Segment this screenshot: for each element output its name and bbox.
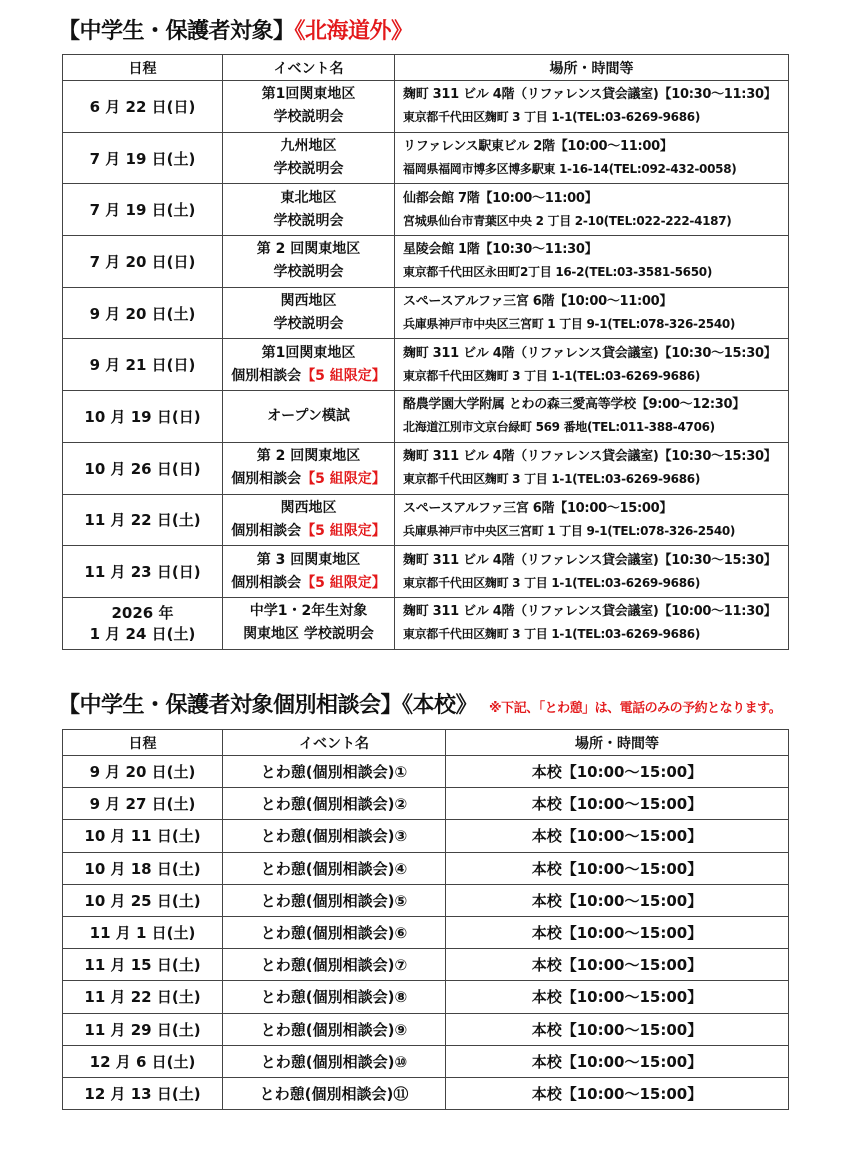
consultation-place: 本校【10:00～15:00】 — [446, 949, 789, 981]
event-name — [223, 391, 395, 443]
event-date-line1: 7 月 19 日(土) — [89, 149, 196, 168]
event-date — [63, 597, 223, 649]
event-date — [63, 236, 223, 288]
table-row — [63, 81, 789, 133]
consultation-place: 本校【10:00～15:00】 — [446, 820, 789, 852]
event-name-line2: 個別相談会 — [231, 522, 302, 539]
consultation-event: とわ憩(個別相談会)⑦ — [223, 949, 446, 981]
table-row — [63, 391, 789, 443]
event-name — [223, 287, 395, 339]
event-date-line2: 1 月 24 日(土) — [89, 625, 196, 644]
event-name-line2: 学校説明会 — [273, 212, 344, 229]
event-name-line1: 関西地区 — [280, 293, 337, 310]
venue-time: 麹町 311 ビル 4階（リファレンス貸会議室)【10:30～15:30】 — [403, 345, 777, 361]
event-date — [63, 442, 223, 494]
event-name-line2: 学校説明会 — [273, 316, 344, 333]
event-date-line1: 9 月 20 日(土) — [89, 304, 196, 323]
event-place — [395, 442, 789, 494]
consultation-event: とわ憩(個別相談会)⑩ — [223, 1045, 446, 1077]
event-name-line2: 個別相談会 — [231, 367, 302, 384]
header-place: 場所・時間等 — [446, 730, 789, 756]
event-place — [395, 391, 789, 443]
header-date: 日程 — [63, 730, 223, 756]
table-row — [63, 949, 789, 981]
consultation-event: とわ憩(個別相談会)⑧ — [223, 981, 446, 1013]
consultation-place: 本校【10:00～15:00】 — [446, 916, 789, 948]
table-row — [63, 1013, 789, 1045]
event-name-line1: 関西地区 — [280, 499, 337, 516]
event-name — [223, 236, 395, 288]
venue-time: 仙都会館 7階【10:00～11:00】 — [403, 190, 598, 206]
table-row — [63, 788, 789, 820]
venue-time: リファレンス駅東ビル 2階【10:00～11:00】 — [403, 139, 673, 155]
venue-time: 星陵会館 1階【10:30～11:30】 — [403, 242, 598, 258]
event-name-line1: 九州地区 — [280, 138, 337, 155]
section1-title-main: 【中学生・保護者対象】 — [58, 19, 295, 44]
limited-capacity-label: 【5 組限定】 — [301, 522, 386, 539]
consultation-place: 本校【10:00～15:00】 — [446, 788, 789, 820]
table-row — [63, 597, 789, 649]
venue-address: 東京都千代田区麹町 3 丁目 1-1(TEL:03-6269-9686) — [403, 627, 701, 642]
event-place — [395, 184, 789, 236]
event-name-line1: 第1回関東地区 — [261, 86, 356, 103]
event-date-line1: 10 月 26 日(日) — [84, 459, 201, 478]
table-row — [63, 820, 789, 852]
header-place: 場所・時間等 — [395, 55, 789, 81]
outside-hokkaido-schedule-table — [62, 54, 789, 650]
section2-title — [58, 688, 781, 719]
event-name-line2: 学校説明会 — [273, 161, 344, 178]
consultation-place: 本校【10:00～15:00】 — [446, 852, 789, 884]
consultation-date: 10 月 25 日(土) — [63, 884, 223, 916]
consultation-place: 本校【10:00～15:00】 — [446, 1013, 789, 1045]
consultation-event: とわ憩(個別相談会)⑥ — [223, 916, 446, 948]
event-date — [63, 184, 223, 236]
consultation-date: 11 月 1 日(土) — [63, 916, 223, 948]
event-date — [63, 494, 223, 546]
consultation-event: とわ憩(個別相談会)⑪ — [223, 1077, 446, 1109]
event-date — [63, 391, 223, 443]
event-place — [395, 287, 789, 339]
event-place — [395, 81, 789, 133]
event-date-line1: 6 月 22 日(日) — [89, 97, 196, 116]
consultation-place: 本校【10:00～15:00】 — [446, 1077, 789, 1109]
section2-title-main: 【中学生・保護者対象個別相談会】《本校》 — [58, 693, 478, 718]
event-date — [63, 132, 223, 184]
consultation-place: 本校【10:00～15:00】 — [446, 884, 789, 916]
event-name-line1: 第 2 回関東地区 — [256, 241, 361, 258]
event-place — [395, 236, 789, 288]
table-row — [63, 287, 789, 339]
venue-address: 兵庫県神戸市中央区三宮町 1 丁目 9-1(TEL:078-326-2540) — [403, 523, 736, 538]
consultation-date: 9 月 20 日(土) — [63, 756, 223, 788]
limited-capacity-label: 【5 組限定】 — [301, 574, 386, 591]
venue-time: スペースアルファ三宮 6階【10:00～11:00】 — [403, 294, 673, 310]
event-name-line1: 第 3 回関東地区 — [256, 551, 361, 568]
event-name-line2: 関東地区 学校説明会 — [243, 626, 374, 643]
table-row — [63, 1045, 789, 1077]
venue-address: 東京都千代田区麹町 3 丁目 1-1(TEL:03-6269-9686) — [403, 472, 701, 487]
venue-address: 北海道江別市文京台緑町 569 番地(TEL:011-388-4706) — [403, 420, 715, 435]
venue-time: 酪農学園大学附属 とわの森三愛高等学校【9:00～12:30】 — [403, 397, 745, 413]
event-date-line1: 11 月 22 日(土) — [84, 511, 201, 530]
event-name-line1: 東北地区 — [280, 189, 337, 206]
event-name-line2: 個別相談会 — [231, 574, 302, 591]
event-name-line2: 学校説明会 — [273, 109, 344, 126]
venue-address: 東京都千代田区麹町 3 丁目 1-1(TEL:03-6269-9686) — [403, 110, 701, 125]
event-date — [63, 339, 223, 391]
table-row — [63, 981, 789, 1013]
event-name — [223, 442, 395, 494]
event-date-line1: 10 月 19 日(日) — [84, 407, 201, 426]
venue-time: 麹町 311 ビル 4階（リファレンス貸会議室)【10:30～11:30】 — [403, 87, 777, 103]
consultation-date: 11 月 15 日(土) — [63, 949, 223, 981]
venue-address: 兵庫県神戸市中央区三宮町 1 丁目 9-1(TEL:078-326-2540) — [403, 317, 736, 332]
consultation-event: とわ憩(個別相談会)⑤ — [223, 884, 446, 916]
header-event: イベント名 — [223, 730, 446, 756]
header-event: イベント名 — [223, 55, 395, 81]
table-row — [63, 132, 789, 184]
limited-capacity-label: 【5 組限定】 — [301, 471, 386, 488]
venue-time: 麹町 311 ビル 4階（リファレンス貸会議室)【10:00～11:30】 — [403, 604, 777, 620]
event-date-line1: 7 月 20 日(日) — [89, 252, 196, 271]
consultation-place: 本校【10:00～15:00】 — [446, 756, 789, 788]
event-name-line1: 第1回関東地区 — [261, 344, 356, 361]
event-place — [395, 597, 789, 649]
table-row — [63, 236, 789, 288]
event-place — [395, 494, 789, 546]
event-date-line1: 2026 年 — [111, 604, 174, 623]
table-row — [63, 916, 789, 948]
event-place — [395, 132, 789, 184]
consultation-event: とわ憩(個別相談会)① — [223, 756, 446, 788]
venue-address: 東京都千代田区永田町2丁目 16-2(TEL:03-3581-5650) — [403, 265, 713, 280]
event-name — [223, 546, 395, 598]
consultation-event: とわ憩(個別相談会)② — [223, 788, 446, 820]
table-row — [63, 852, 789, 884]
table-row — [63, 756, 789, 788]
event-name — [223, 339, 395, 391]
event-name-line2: 学校説明会 — [273, 264, 344, 281]
table-row — [63, 884, 789, 916]
table-row — [63, 494, 789, 546]
consultation-place: 本校【10:00～15:00】 — [446, 981, 789, 1013]
consultation-date: 10 月 11 日(土) — [63, 820, 223, 852]
venue-address: 福岡県福岡市博多区博多駅東 1-16-14(TEL:092-432-0058) — [403, 162, 737, 177]
phone-reservation-note: ※下記、「とわ憩」は、電話のみの予約となります。 — [489, 701, 782, 716]
table-header-row — [63, 55, 789, 81]
event-name-line1: 第 2 回関東地区 — [256, 448, 361, 465]
consultation-event: とわ憩(個別相談会)④ — [223, 852, 446, 884]
event-date — [63, 546, 223, 598]
header-date: 日程 — [63, 55, 223, 81]
consultation-event: とわ憩(個別相談会)⑨ — [223, 1013, 446, 1045]
main-campus-consultation-table — [62, 729, 789, 1110]
event-name — [223, 494, 395, 546]
venue-time: スペースアルファ三宮 6階【10:00～15:00】 — [403, 500, 673, 516]
consultation-date: 11 月 29 日(土) — [63, 1013, 223, 1045]
event-name — [223, 132, 395, 184]
event-place — [395, 339, 789, 391]
venue-time: 麹町 311 ビル 4階（リファレンス貸会議室)【10:30～15:30】 — [403, 552, 777, 568]
event-date — [63, 81, 223, 133]
event-place — [395, 546, 789, 598]
event-name — [223, 184, 395, 236]
table-row — [63, 184, 789, 236]
venue-time: 麹町 311 ビル 4階（リファレンス貸会議室)【10:30～15:30】 — [403, 449, 777, 465]
consultation-date: 11 月 22 日(土) — [63, 981, 223, 1013]
consultation-date: 12 月 13 日(土) — [63, 1077, 223, 1109]
limited-capacity-label: 【5 組限定】 — [301, 367, 386, 384]
event-name-line1: 中学1・2年生対象 — [249, 603, 368, 620]
event-name-line2: 個別相談会 — [231, 471, 302, 488]
table-row — [63, 442, 789, 494]
venue-address: 東京都千代田区麹町 3 丁目 1-1(TEL:03-6269-9686) — [403, 575, 701, 590]
consultation-date: 12 月 6 日(土) — [63, 1045, 223, 1077]
venue-address: 東京都千代田区麹町 3 丁目 1-1(TEL:03-6269-9686) — [403, 368, 701, 383]
event-name — [223, 81, 395, 133]
venue-address: 宮城県仙台市青葉区中央 2 丁目 2-10(TEL:022-222-4187) — [403, 213, 732, 228]
table-row — [63, 339, 789, 391]
event-name — [223, 597, 395, 649]
consultation-date: 10 月 18 日(土) — [63, 852, 223, 884]
event-date — [63, 287, 223, 339]
section1-title-region: 《北海道外》 — [294, 19, 413, 44]
event-date-line1: 9 月 21 日(日) — [89, 356, 196, 375]
event-name-line1: オープン模試 — [267, 407, 350, 424]
table-row — [63, 546, 789, 598]
event-date-line1: 11 月 23 日(日) — [84, 563, 201, 582]
section1-title — [58, 14, 413, 45]
consultation-place: 本校【10:00～15:00】 — [446, 1045, 789, 1077]
event-date-line1: 7 月 19 日(土) — [89, 201, 196, 220]
consultation-date: 9 月 27 日(土) — [63, 788, 223, 820]
table-row — [63, 1077, 789, 1109]
consultation-event: とわ憩(個別相談会)③ — [223, 820, 446, 852]
table-header-row — [63, 730, 789, 756]
